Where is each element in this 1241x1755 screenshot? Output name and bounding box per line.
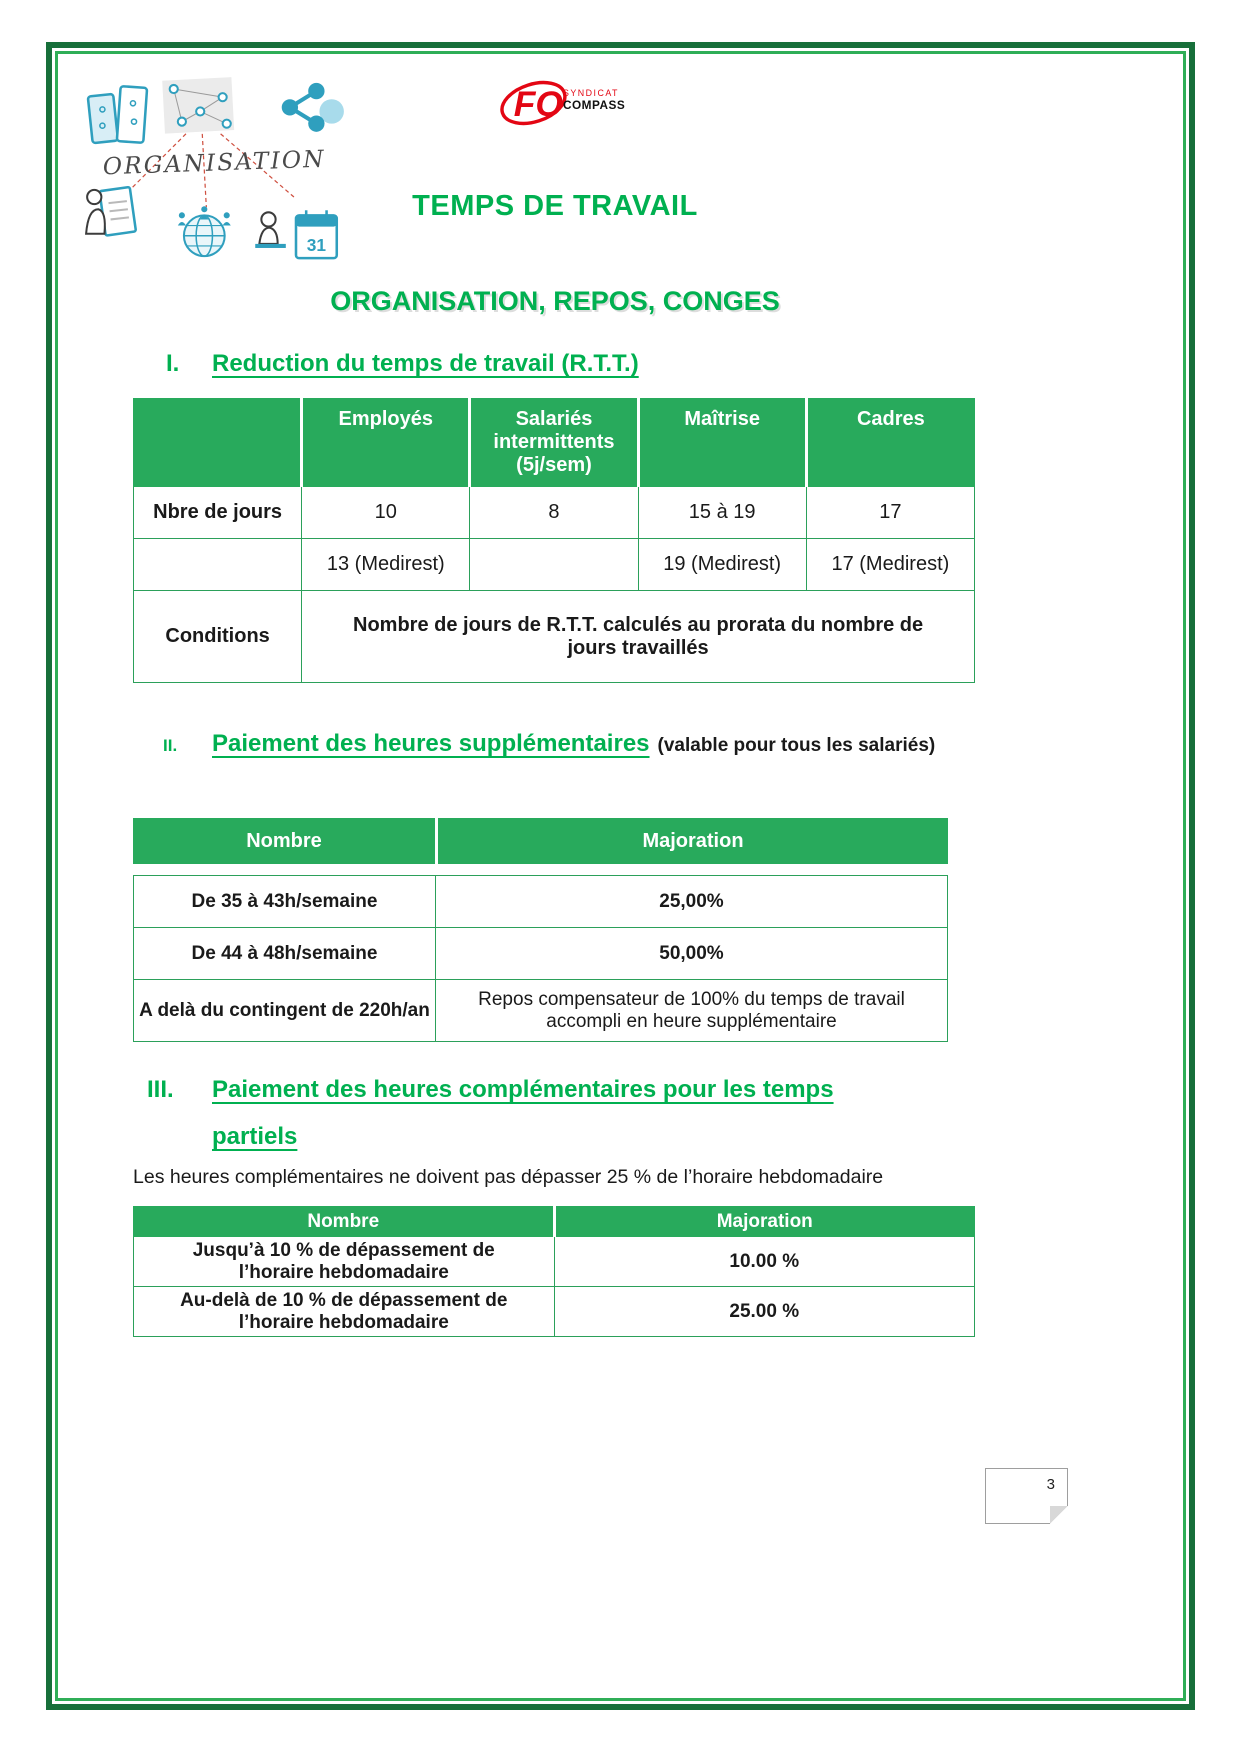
- section-3-heading: [133, 1068, 834, 1162]
- rtt-days-row: [134, 487, 975, 539]
- overtime-header-majoration: Majoration: [438, 818, 948, 864]
- fo-syndicat-compass-logo: [498, 68, 626, 138]
- complementary-table-header-row: [134, 1207, 975, 1237]
- table-cell: [134, 539, 302, 591]
- section-3-title-line2: partiels: [212, 1123, 298, 1150]
- share-icon: [282, 83, 344, 132]
- section-1-heading: [133, 350, 639, 378]
- section-2-title-suffix: (valable pour tous les salariés): [657, 735, 936, 756]
- calendar-day-label: 31: [306, 235, 327, 256]
- complementary-hours-note: Les heures complémentaires ne doivent pas dépasser 25 % de l’horaire hebdomadaire: [133, 1166, 884, 1188]
- overtime-table-header-row: [133, 818, 948, 864]
- table-cell: 17 (Medirest): [806, 539, 974, 591]
- rtt-table-header-row: [134, 399, 975, 487]
- table-cell: 25,00%: [436, 876, 948, 928]
- network-icon: [162, 77, 234, 134]
- complementary-header-nombre: Nombre: [134, 1207, 555, 1237]
- organisation-illustration: [80, 66, 350, 271]
- section-3-title: [212, 1068, 834, 1162]
- table-cell: 10.00 %: [554, 1237, 975, 1287]
- logo-compass-text: COMPASS: [562, 97, 626, 112]
- section-2-number: II.: [163, 736, 178, 755]
- document-subtitle: ORGANISATION, REPOS, CONGES: [330, 286, 780, 316]
- document-title: TEMPS DE TRAVAIL: [412, 190, 698, 222]
- table-cell: 8: [470, 487, 638, 539]
- rtt-header-cadres: Cadres: [806, 399, 974, 487]
- overtime-table: [133, 818, 948, 1042]
- page-number-box: [985, 1468, 1068, 1524]
- overtime-table-body: [133, 875, 948, 1042]
- folded-corner-icon: [1050, 1506, 1068, 1524]
- row-label: Jusqu’à 10 % de dépassement de l’horaire hebdomadaire: [134, 1237, 555, 1287]
- table-cell: 50,00%: [436, 928, 948, 980]
- row-label: De 44 à 48h/semaine: [134, 928, 436, 980]
- overtime-header-nombre: Nombre: [133, 818, 435, 864]
- table-row: [134, 876, 948, 928]
- complementary-header-majoration: Majoration: [554, 1207, 975, 1237]
- section-1-number: I.: [166, 350, 180, 377]
- illustration-label: ORGANISATION: [102, 144, 327, 181]
- row-label: A delà du contingent de 220h/an: [134, 980, 436, 1042]
- rtt-header-maitrise: Maîtrise: [638, 399, 806, 487]
- row-label: De 35 à 43h/semaine: [134, 876, 436, 928]
- row-label: Au-delà de 10 % de dépassement de l’horaire hebdomadaire: [134, 1287, 555, 1337]
- table-cell: 13 (Medirest): [302, 539, 470, 591]
- table-cell: 17: [806, 487, 974, 539]
- rtt-conditions-row: [134, 591, 975, 683]
- rtt-header-employes: Employés: [302, 399, 470, 487]
- binders-icon: [88, 86, 147, 143]
- section-3-title-line1: Paiement des heures complémentaires pour les temps: [212, 1076, 834, 1103]
- table-row: [134, 1237, 975, 1287]
- rtt-medirest-row: [134, 539, 975, 591]
- logo-syndicat-text: SYNDICAT: [562, 88, 619, 99]
- section-3-number: III.: [147, 1076, 174, 1103]
- table-row: [134, 928, 948, 980]
- table-cell: 15 à 19: [638, 487, 806, 539]
- rtt-header-empty-cell: [134, 399, 302, 487]
- section-2-heading: [133, 730, 935, 758]
- table-cell: 10: [302, 487, 470, 539]
- rtt-table: [133, 398, 975, 683]
- table-cell: 25.00 %: [554, 1287, 975, 1337]
- section-2-title: Paiement des heures supplémentaires: [212, 730, 650, 757]
- row-label: Nbre de jours: [134, 487, 302, 539]
- row-label: Conditions: [134, 591, 302, 683]
- table-cell: [470, 539, 638, 591]
- rtt-header-intermittents: Salariés intermittents (5j/sem): [470, 399, 638, 487]
- section-1-title: Reduction du temps de travail (R.T.T.): [212, 350, 639, 377]
- conditions-value-cell: Nombre de jours de R.T.T. calculés au prorata du nombre de jours travaillés: [302, 591, 975, 683]
- complementary-hours-table: [133, 1206, 975, 1337]
- table-row: [134, 980, 948, 1042]
- logo-fo-text: FO: [513, 83, 563, 124]
- table-cell: 19 (Medirest): [638, 539, 806, 591]
- page-number: 3: [1046, 1476, 1055, 1493]
- table-cell: Repos compensateur de 100% du temps de travail accompli en heure supplémentaire: [436, 980, 948, 1042]
- table-row: [134, 1287, 975, 1337]
